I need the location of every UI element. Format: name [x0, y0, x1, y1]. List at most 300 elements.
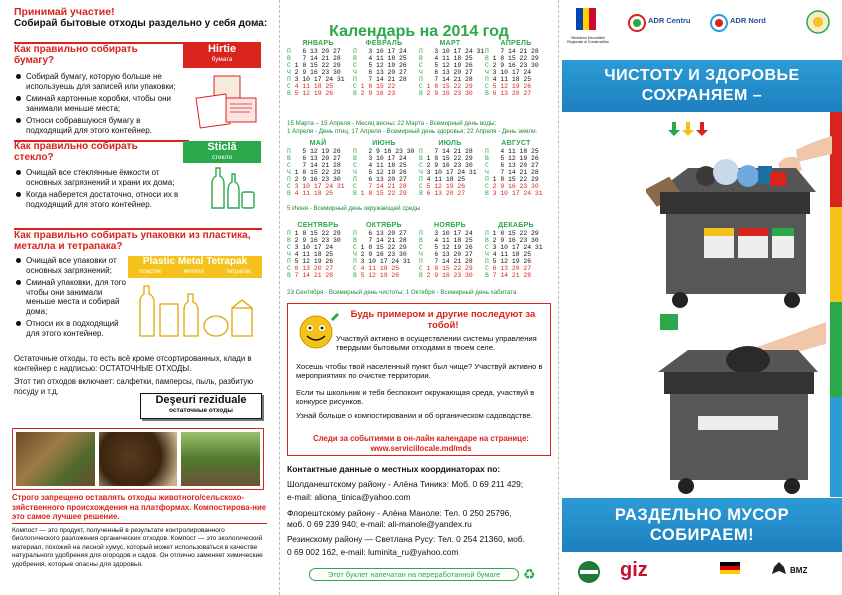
- week-dates: 6 13 20 27: [356, 230, 407, 237]
- month-name: ЯНВАРЬ: [302, 40, 334, 47]
- weekday-label: С: [287, 183, 291, 190]
- contact-line-4: моб. 0 69 239 940; e-mail: ali-manole@yandex.ru: [287, 519, 472, 529]
- calendar-month: [419, 222, 481, 279]
- calendar-week-row: [419, 83, 481, 90]
- headline-band: [562, 60, 842, 112]
- month-name: НОЯБРЬ: [434, 222, 466, 229]
- list-item: Очищай все упаковки от основных загрязнений;: [14, 256, 129, 275]
- weekday-label: В: [419, 237, 423, 244]
- weekday-label: В: [353, 272, 357, 279]
- week-dates: 7 14 21 28: [488, 48, 539, 55]
- calendar-week-row: [353, 258, 415, 265]
- calendar-week-row: [419, 190, 481, 197]
- weekday-label: В: [287, 55, 291, 62]
- calendar-month: [353, 40, 415, 97]
- residual-tag: [140, 393, 262, 419]
- week-dates: 2 9 16 23: [356, 90, 396, 97]
- weekday-label: В: [485, 237, 489, 244]
- paper-q2: бумагу?: [14, 55, 55, 66]
- plastic-q2: металла и тетрапака?: [14, 241, 123, 252]
- giz-logo: giz: [620, 559, 648, 581]
- middle-panel: [283, 0, 555, 595]
- week-dates: 7 14 21 28: [422, 258, 473, 265]
- weekday-label: П: [287, 230, 291, 237]
- month-name: ИЮЛЬ: [438, 140, 462, 147]
- week-dates: 2 9 16 23 30: [488, 237, 539, 244]
- weekday-label: Ч: [485, 169, 489, 176]
- right-panel: [562, 0, 842, 595]
- calendar-week-row: [287, 169, 349, 176]
- weekday-label: С: [419, 244, 423, 251]
- weekday-label: С: [419, 83, 423, 90]
- week-dates: 7 14 21 28: [290, 55, 341, 62]
- weekday-label: П: [419, 148, 423, 155]
- weekday-label: Ч: [287, 69, 291, 76]
- week-dates: 1 8 15 22 29: [488, 176, 539, 183]
- week-dates: 1 8 15 22 29: [488, 55, 539, 62]
- week-dates: 2 9 16 23 30: [290, 237, 341, 244]
- residual-tag-label: Deşeuri reziduale: [155, 394, 247, 406]
- week-dates: 2 9 16 23 30: [290, 69, 341, 76]
- weekday-label: П: [287, 258, 291, 265]
- week-dates: 7 14 21 28: [290, 162, 341, 169]
- week-dates: 5 12 19 26: [290, 90, 334, 97]
- week-dates: 4 11 18 25: [422, 55, 473, 62]
- compost-photo-3: [181, 432, 260, 486]
- calendar-week-row: [353, 176, 415, 183]
- calendar-week-row: [287, 55, 349, 62]
- glass-q1: Как правильно собирать: [14, 141, 138, 152]
- contact-line-2: e-mail: aliona_tinica@yahoo.com: [287, 492, 411, 502]
- week-dates: 6 13 20 27: [422, 69, 473, 76]
- weekday-label: С: [485, 62, 489, 69]
- calendar-week-row: [353, 265, 415, 272]
- weekday-label: П: [353, 76, 357, 83]
- weekday-label: В: [287, 155, 291, 162]
- plastic-bullets: [14, 256, 129, 341]
- week-dates: 3 10 17 24 31: [488, 190, 543, 197]
- calendar-week-row: [287, 162, 349, 169]
- weekday-label: В: [353, 155, 357, 162]
- weekday-label: С: [287, 162, 291, 169]
- glass-tag-sub: стекло: [211, 154, 233, 161]
- week-dates: 5 12 19 26: [290, 258, 334, 265]
- glass-tag: [183, 141, 261, 163]
- weekday-label: С: [419, 162, 423, 169]
- paper-heading: [14, 44, 174, 66]
- calendar-week-row: [353, 251, 415, 258]
- calendar-month: [287, 222, 349, 279]
- week-dates: 1 8 15 22 29: [356, 244, 407, 251]
- week-dates: 4 11 18 25: [290, 83, 334, 90]
- weekday-label: П: [287, 148, 291, 155]
- calendar-week-row: [419, 237, 481, 244]
- adr-centru-logo: [628, 14, 708, 34]
- calendar-week-row: [287, 62, 349, 69]
- intro-title-2: Собирай бытовые отходы раздельно у себя дома:: [14, 18, 268, 29]
- calendar-month: [353, 140, 415, 197]
- calendar-title: Календарь на 2014 год: [329, 23, 509, 40]
- weekday-label: В: [485, 190, 489, 197]
- calendar-week-row: [287, 148, 349, 155]
- weekday-label: С: [353, 83, 357, 90]
- calendar-week-row: [419, 155, 481, 162]
- calendar-week-row: [485, 69, 547, 76]
- weekday-label: В: [485, 90, 489, 97]
- week-dates: 2 9 16 23 30: [422, 90, 473, 97]
- weekday-label: С: [353, 265, 357, 272]
- calendar-month: [485, 222, 547, 279]
- recycled-paper-note: Этот буклет напечатан на переработанной бумаге: [309, 568, 519, 581]
- weekday-label: С: [353, 183, 357, 190]
- adr-nord-label: ADR Nord: [730, 16, 766, 25]
- german-flag-icon: [720, 562, 740, 574]
- weekday-label: Ч: [419, 169, 423, 176]
- weekday-label: П: [353, 258, 357, 265]
- contact-line-6: 0 69 002 162, e-mail: luminita_ru@yahoo.com: [287, 547, 459, 557]
- glass-bottles-illustration: [206, 166, 258, 210]
- week-dates: 7 14 21 28: [356, 183, 407, 190]
- week-dates: 6 13 20 27: [488, 265, 532, 272]
- ministry-label: Ministerul Dezvoltării Regionale și Construcțiilor: [567, 36, 609, 45]
- weekday-label: Ч: [485, 69, 489, 76]
- calendar-week-row: [485, 76, 547, 83]
- compost-warning: Строго запрещено оставлять отходы животного/сельскохо-зяйственного происхождения на платформах. Компостирова-ние это самое лучшее решение.: [12, 493, 267, 522]
- weekday-label: П: [419, 48, 423, 55]
- week-dates: 4 11 18 25: [356, 162, 407, 169]
- calendar-week-row: [353, 148, 415, 155]
- weekday-label: С: [287, 265, 291, 272]
- calendar-week-row: [485, 237, 547, 244]
- calendar-week-row: [353, 55, 415, 62]
- week-dates: 1 8 15 22 29: [356, 190, 407, 197]
- week-dates: 4 11 18 25: [356, 265, 400, 272]
- month-name: МАЙ: [309, 140, 327, 147]
- week-dates: 6 13 20 27: [290, 265, 334, 272]
- weekday-label: С: [419, 62, 423, 69]
- month-name: ФЕВРАЛЬ: [365, 40, 403, 47]
- sorted-waste-bin-illustration: [646, 132, 832, 310]
- week-dates: 2 9 16 23 30: [356, 251, 407, 258]
- week-dates: 6 13 20 27: [356, 69, 407, 76]
- paper-illustration: [190, 72, 262, 132]
- weekday-label: П: [485, 76, 489, 83]
- week-dates: 1 8 15 22: [356, 83, 396, 90]
- weekday-label: П: [485, 48, 489, 55]
- week-dates: 6 13 20 27: [422, 190, 466, 197]
- recycle-icon: ♻: [523, 566, 536, 582]
- promo-box: [287, 303, 551, 456]
- week-dates: 5 12 19 26: [356, 272, 400, 279]
- weekday-label: Ч: [287, 169, 291, 176]
- week-dates: 6 13 20 27: [488, 90, 532, 97]
- paper-tag: [183, 42, 261, 68]
- calendar-week-row: [353, 69, 415, 76]
- contacts-title: Контактные данные о местных координаторах по:: [287, 464, 501, 474]
- month-name: МАРТ: [439, 40, 461, 47]
- weekday-label: В: [287, 237, 291, 244]
- strip-blue: [830, 397, 842, 497]
- weekday-label: В: [353, 90, 357, 97]
- week-dates: 3 10 17 24: [356, 155, 407, 162]
- calendar-week-row: [485, 48, 547, 55]
- weekday-label: П: [353, 230, 357, 237]
- week-dates: 6 13 20 27: [356, 176, 407, 183]
- calendar-week-row: [287, 183, 349, 190]
- promo-title: Будь примером и другие последуют за тобой!: [350, 309, 536, 331]
- calendar-week-row: [485, 272, 547, 279]
- month-name: АВГУСТ: [501, 140, 531, 147]
- calendar-week-row: [419, 169, 481, 176]
- week-dates: 3 10 17 24 31: [290, 76, 345, 83]
- weekday-label: Ч: [287, 251, 291, 258]
- week-dates: 6 13 20 27: [422, 251, 473, 258]
- list-item: Сминай картонные коробки, чтобы они занимали меньше места;: [14, 94, 179, 113]
- calendar-week-row: [419, 183, 481, 190]
- week-dates: 5 12 19 26: [356, 169, 407, 176]
- week-dates: 7 14 21 28: [356, 237, 407, 244]
- list-item: Сминай упаковки, для того чтобы они занимали меньше места и собирай дома;: [14, 278, 129, 316]
- calendar-week-row: [419, 90, 481, 97]
- month-name: ОКТЯБРЬ: [366, 222, 402, 229]
- weekday-label: С: [287, 83, 291, 90]
- weekday-label: С: [485, 162, 489, 169]
- calendar-month: [419, 140, 481, 197]
- calendar-week-row: [287, 155, 349, 162]
- calendar-week-row: [419, 265, 481, 272]
- weekday-label: В: [287, 272, 291, 279]
- residual-p1: Остаточные отходы, то есть всё кроме отсортированных, клади в контейнер с надписью: ОСТАТОЧНЫЕ ОТХОДЫ.: [14, 354, 252, 373]
- bmz-label: BMZ: [790, 566, 808, 575]
- week-dates: 2 9 16 23 30: [488, 183, 539, 190]
- adr-nord-logo: [710, 14, 790, 34]
- calendar-week-row: [485, 62, 547, 69]
- weekday-label: С: [353, 162, 357, 169]
- calendar-week-row: [419, 69, 481, 76]
- week-dates: 6 13 20 27: [290, 48, 341, 55]
- weekday-label: С: [485, 265, 489, 272]
- moldova-coat-of-arms-icon: [576, 8, 596, 34]
- calendar-week-row: [419, 258, 481, 265]
- calendar-week-row: [485, 83, 547, 90]
- month-name: СЕНТЯБРЬ: [297, 222, 339, 229]
- left-panel: [0, 0, 275, 595]
- calendar-week-row: [287, 272, 349, 279]
- week-dates: 1 8 15 22 29: [290, 169, 341, 176]
- weekday-label: П: [287, 176, 291, 183]
- week-dates: 3 10 17 24 31: [488, 244, 543, 251]
- calendar-week-row: [485, 190, 547, 197]
- week-dates: 3 10 17 24 31: [356, 258, 411, 265]
- week-dates: 5 12 19 26: [488, 83, 532, 90]
- week-dates: 4 11 18 25: [422, 237, 473, 244]
- plastic-items-illustration: [130, 282, 262, 338]
- plastic-tag-label: Plastic Metal Tetrapak: [142, 256, 248, 267]
- contact-line-3: Флорештскому району - Алёна Манолe: Тел. 0 250 25796,: [287, 508, 512, 518]
- week-dates: 6 13 20 27: [290, 155, 341, 162]
- promo-p4: Узнай больше о компостировании и об органическом садоводстве.: [296, 411, 533, 420]
- week-dates: 3 10 17 24: [356, 48, 407, 55]
- week-dates: 5 12 19 26: [356, 62, 407, 69]
- calendar-week-row: [419, 162, 481, 169]
- compost-photo-2: [99, 432, 178, 486]
- promo-p1: Участвуй активно в осуществлении системы управления твердыми бытовыми отходами в твоем селе.: [336, 334, 537, 353]
- weekday-label: В: [353, 190, 357, 197]
- week-dates: 4 11 18 25: [488, 251, 532, 258]
- calendar-week-row: [485, 251, 547, 258]
- week-dates: 5 12 19 26: [488, 155, 539, 162]
- list-item: Когда наберется достаточно, относи их в подходящий для этого контейнер.: [14, 190, 182, 209]
- calendar-week-row: [419, 148, 481, 155]
- calendar-week-row: [353, 190, 415, 197]
- calendar-week-row: [287, 76, 349, 83]
- weekday-label: В: [419, 190, 423, 197]
- calendar-week-row: [353, 90, 415, 97]
- calendar-week-row: [419, 176, 481, 183]
- calendar-week-row: [353, 237, 415, 244]
- calendar-month: [419, 40, 485, 97]
- compost-definition: Компост — это продукт, полученный в результате контролированного биологического разложения органических отходов. Компост — это экологический материал, похожий на лесной хумус, который может использоваться в качестве натурального удобрения для огородов и садов. Он отлично заменяет химические удобрения, которые опасны для здоровья.: [12, 527, 263, 568]
- week-dates: 1 8 15 22 29: [422, 83, 473, 90]
- weekday-label: С: [353, 244, 357, 251]
- calendar-week-row: [353, 230, 415, 237]
- month-name: ДЕКАБРЬ: [498, 222, 534, 229]
- week-dates: 2 9 16 23 30: [488, 62, 539, 69]
- calendar-week-row: [419, 244, 481, 251]
- calendar-week-row: [353, 244, 415, 251]
- week-dates: 1 8 15 22 29: [290, 62, 341, 69]
- weekday-label: В: [287, 90, 291, 97]
- weekday-label: Ч: [485, 251, 489, 258]
- weekday-label: П: [419, 258, 423, 265]
- list-item: Очищай все стеклянные ёмкости от основных загрязнений и храни их дома;: [14, 168, 182, 187]
- calendar-week-row: [485, 265, 547, 272]
- bmz-eagle-icon: [770, 560, 788, 578]
- weekday-label: С: [419, 183, 423, 190]
- calendar-week-row: [287, 176, 349, 183]
- calendar-week-row: [353, 169, 415, 176]
- calendar-week-row: [419, 251, 481, 258]
- partner-logo-icon: [576, 560, 602, 584]
- week-dates: 3 10 17 24 31: [422, 169, 477, 176]
- calendar-week-row: [287, 190, 349, 197]
- calendar-week-row: [485, 183, 547, 190]
- partner-emblem-icon: [806, 10, 830, 34]
- weekday-label: В: [485, 155, 489, 162]
- weekday-label: С: [485, 244, 489, 251]
- week-dates: 1 8 15 22 29: [422, 265, 473, 272]
- paper-tag-sub: бумага: [211, 56, 233, 63]
- week-dates: 7 14 21 28: [488, 272, 532, 279]
- calendar-note-4: 23 Сентября - Всемирный день чистоты; 1 Октября - Всемирный день хабитата: [287, 289, 517, 296]
- glass-tag-label: Sticlă: [207, 141, 237, 153]
- weekday-label: С: [287, 62, 291, 69]
- promo-p3: Если ты школьник и тебя беспокоит окружающая среда, участвуй в конкурсе рисунков.: [296, 388, 535, 407]
- paper-bullets: [14, 72, 179, 138]
- intro-title-1: Принимай участие!: [14, 6, 115, 18]
- adr-centru-label: ADR Centru: [648, 16, 691, 25]
- calendar-month: [287, 40, 349, 97]
- week-dates: 3 10 17 24: [290, 244, 334, 251]
- weekday-label: П: [485, 176, 489, 183]
- calendar-week-row: [485, 176, 547, 183]
- weekday-label: В: [485, 272, 489, 279]
- week-dates: 3 10 17 24: [422, 230, 473, 237]
- week-dates: 6 13 20 27: [488, 162, 539, 169]
- week-dates: 5 12 19 26: [422, 244, 473, 251]
- plastic-q1: Как правильно собирать упаковки из пластика,: [14, 230, 251, 241]
- weekday-label: П: [353, 48, 357, 55]
- calendar-note-3: 5 Июня - Всемирный день окружающей среды: [287, 205, 421, 212]
- weekday-label: С: [419, 265, 423, 272]
- weekday-label: П: [287, 48, 291, 55]
- calendar-week-row: [287, 230, 349, 237]
- weekday-label: С: [353, 62, 357, 69]
- smiley-icon: [294, 310, 340, 352]
- calendar-note-1: 15 Марта – 15 Апреля - Месяц весны; 22 Марта - Всемирный день воды;: [287, 120, 497, 127]
- calendar-week-row: [419, 230, 481, 237]
- residual-tag-sub: остаточные отходы: [169, 407, 233, 414]
- promo-p2: Хосешь чтобы твой населенный пункт был чище? Участвуй активно в мероприятиях по очистке территории.: [296, 362, 543, 381]
- weekday-label: П: [419, 76, 423, 83]
- weekday-label: П: [353, 176, 357, 183]
- calendar-week-row: [287, 83, 349, 90]
- week-dates: 3 10 17 24 31: [422, 48, 485, 55]
- week-dates: 7 14 21 28: [422, 76, 473, 83]
- week-dates: 7 14 21 28: [422, 148, 473, 155]
- calendar-month: [287, 140, 349, 197]
- plastic-tag-sub-3: тетрапак: [226, 269, 251, 275]
- plastic-tag: [128, 256, 262, 278]
- glass-heading: [14, 141, 174, 163]
- calendar-week-row: [485, 258, 547, 265]
- headline-line-2: СОХРАНЯЕМ –: [641, 87, 763, 104]
- list-item: Собирай бумагу, которую больше не используешь для записей или упаковки;: [14, 72, 179, 91]
- weekday-label: П: [353, 148, 357, 155]
- month-name: АПРЕЛЬ: [500, 40, 532, 47]
- calendar-week-row: [287, 265, 349, 272]
- month-name: ИЮНЬ: [372, 140, 396, 147]
- calendar-week-row: [287, 244, 349, 251]
- calendar-week-row: [485, 55, 547, 62]
- plastic-heading: [14, 230, 269, 252]
- weekday-label: С: [485, 183, 489, 190]
- weekday-label: П: [419, 176, 423, 183]
- calendar-week-row: [287, 251, 349, 258]
- calendar-week-row: [485, 244, 547, 251]
- plastic-tag-sub-1: пластик: [139, 269, 162, 275]
- week-dates: 2 9 16 23 30: [356, 148, 415, 155]
- weekday-label: Ч: [353, 69, 357, 76]
- calendar-week-row: [353, 83, 415, 90]
- contact-line-5: Резинскому району — Светлана Русу: Тел. 0 254 21360, моб.: [287, 534, 525, 544]
- calendar-month: [485, 140, 547, 197]
- calendar-week-row: [485, 155, 547, 162]
- promo-link[interactable]: Следи за событиями в он-лайн календаре на странице: www.serviciilocale.md/mds: [313, 434, 529, 453]
- weekday-label: П: [485, 148, 489, 155]
- week-dates: 2 9 16 23 30: [422, 162, 473, 169]
- week-dates: 4 11 18 25: [488, 76, 532, 83]
- weekday-label: Ч: [419, 69, 423, 76]
- calendar-week-row: [353, 76, 415, 83]
- calendar-week-row: [419, 76, 481, 83]
- week-dates: 4 11 18 25: [356, 55, 407, 62]
- weekday-label: В: [419, 55, 423, 62]
- paper-tag-label: Hirtie: [207, 43, 237, 55]
- calendar-week-row: [485, 148, 547, 155]
- weekday-label: Ч: [419, 251, 423, 258]
- calendar-week-row: [287, 237, 349, 244]
